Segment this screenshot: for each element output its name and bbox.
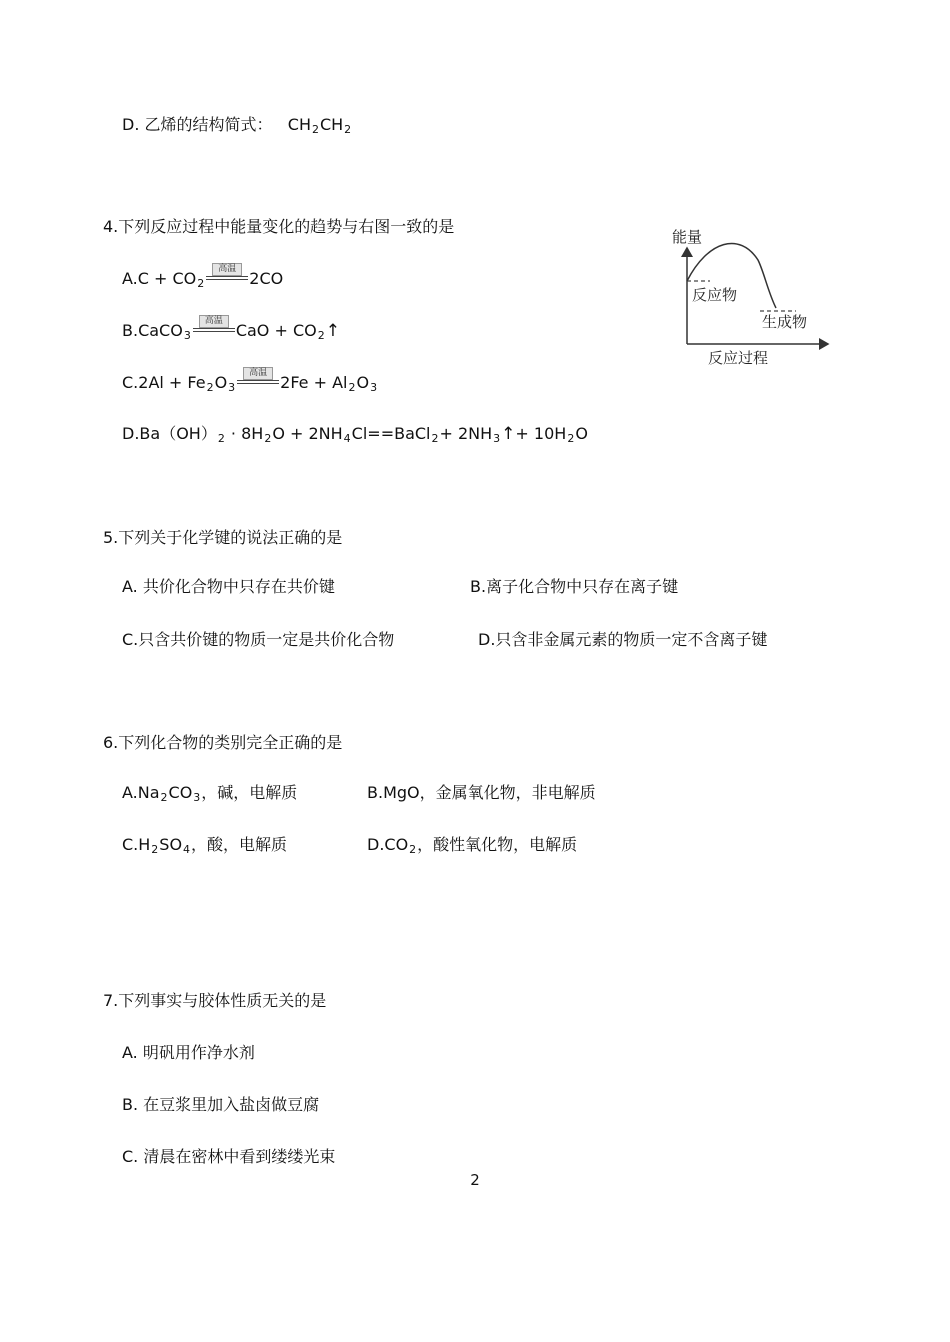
gas-up-arrow-icon: ↑ <box>501 424 516 444</box>
reactant-label: 反应物 <box>692 286 738 304</box>
q4-option-a: $A.C + CO_2$ 高温 2CO <box>122 264 284 290</box>
q4-option-d: $D.Ba(OH)_2 \cdot 8H_2O$ + $2NH_4Cl==BaCl_2+$ $2NH_3↑+ 10H_2O$ <box>122 424 588 445</box>
gas-up-arrow-icon: ↑ <box>325 321 340 341</box>
page-number: 2 <box>470 1171 480 1189</box>
q4-stem: 4.下列反应过程中能量变化的趋势与右图一致的是 <box>103 217 455 236</box>
energy-diagram <box>668 220 838 370</box>
energy-axis-label: 能量 <box>672 228 703 246</box>
q7-option-a: A. 明矾用作净水剂 <box>122 1043 255 1062</box>
q6-option-b: B.MgO，金属氧化物，非电解质 <box>367 783 596 802</box>
reaction-progress-label: 反应过程 <box>708 349 769 367</box>
product-label: 生成物 <box>762 313 808 331</box>
q6-option-a: $A.Na_2CO_3$，碱，电解质 <box>122 783 298 804</box>
q6-option-d: $D.CO_2$，酸性氧化物，电解质 <box>367 835 578 856</box>
q5-stem: 5.下列关于化学键的说法正确的是 <box>103 528 343 547</box>
reaction-condition-sign: 高温 <box>237 372 279 386</box>
q5-option-d: D.只含非金属元素的物质一定不含离子键 <box>478 630 768 649</box>
q4-option-b: B.CaCO$_3$ 高温 CaO + $CO_2↑$ <box>122 316 340 342</box>
q7-option-b: B. 在豆浆里加入盐卤做豆腐 <box>122 1095 320 1114</box>
q7-stem: 7.下列事实与胶体性质无关的是 <box>103 991 327 1010</box>
q7-option-c: C. 清晨在密林中看到缕缕光束 <box>122 1147 336 1166</box>
q5-option-a: A. 共价化合物中只存在共价键 <box>122 577 335 596</box>
q3-option-d: D. 乙烯的结构简式： $CH_2CH_2$ <box>122 115 352 136</box>
reaction-condition-sign: 高温 <box>193 320 235 334</box>
reaction-condition-sign: 高温 <box>206 268 248 282</box>
q5-option-c: C.只含共价键的物质一定是共价化合物 <box>122 630 395 649</box>
q6-option-c: $C.H_2SO_4$，酸，电解质 <box>122 835 288 856</box>
q4-option-c: $C.2Al + Fe_2O_3$ 高温 $2Fe + Al_2O_3$ <box>122 368 378 394</box>
q6-stem: 6.下列化合物的类别完全正确的是 <box>103 733 343 752</box>
q5-option-b: B.离子化合物中只存在离子键 <box>470 577 679 596</box>
